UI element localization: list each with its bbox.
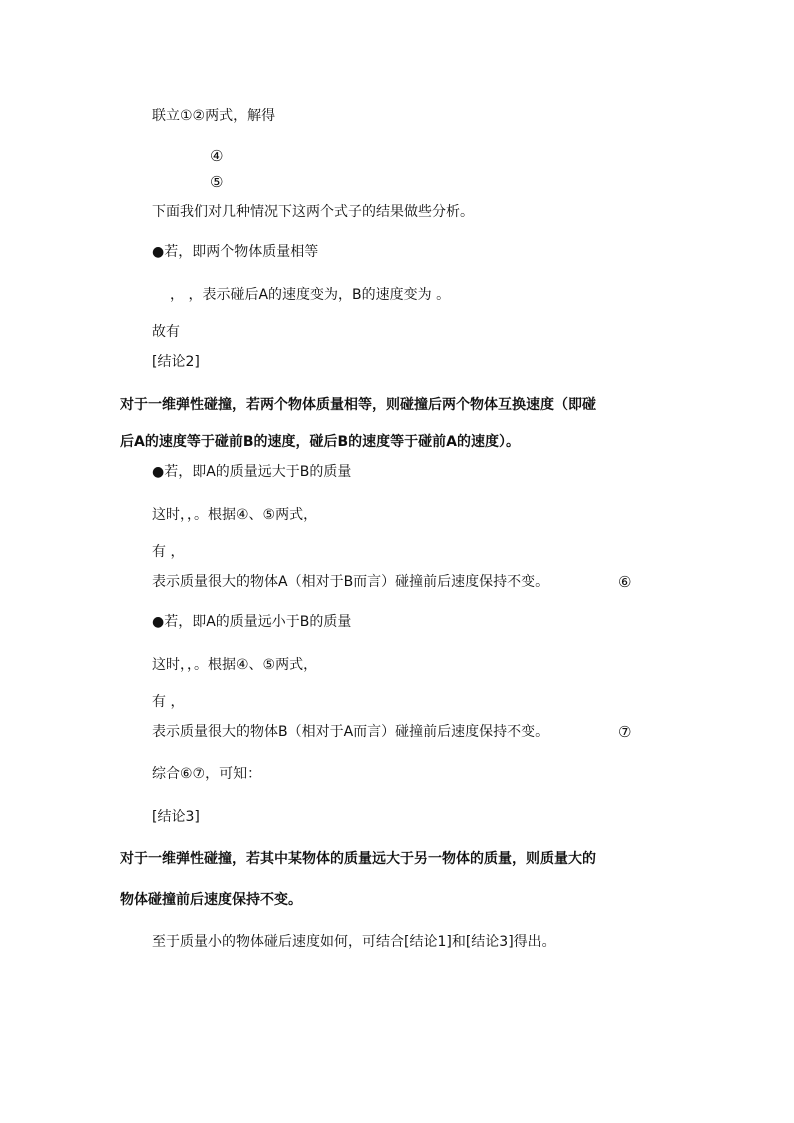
conclusion-3-text-line-2: 物体碰撞前后速度保持不变。	[120, 892, 302, 908]
therefore-line: 故有	[152, 324, 180, 340]
conclusion-3-heading: [结论3]	[152, 809, 200, 825]
case-a-condition-line: 这时，，。根据④、⑤两式，	[152, 507, 318, 523]
equation-number-4: ④	[210, 147, 224, 165]
case-a-much-larger: ●若，即A的质量远大于B的质量	[152, 464, 352, 480]
combine-conclusion-line: 综合⑥⑦，可知：	[152, 766, 262, 782]
conclusion-3-text-line-1: 对于一维弹性碰撞，若其中某物体的质量远大于另一物体的质量，则质量大的	[120, 851, 596, 867]
case-b-explanation: 表示质量很大的物体B（相对于A而言）碰撞前后速度保持不变。	[152, 724, 550, 740]
case-b-condition-line: 这时，，。根据④、⑤两式，	[152, 657, 318, 673]
equal-mass-result: ， ，表示碰后A的速度变为，B的速度变为 。	[170, 287, 451, 303]
case-a-result-line: 有 ，	[152, 544, 185, 560]
conclusion-2-text-line-2: 后A的速度等于碰前B的速度，碰后B的速度等于碰前A的速度）。	[120, 434, 521, 450]
conclusion-2-heading: [结论2]	[152, 354, 200, 370]
case-b-result-line: 有 ，	[152, 694, 185, 710]
final-note: 至于质量小的物体碰后速度如何，可结合[结论1]和[结论3]得出。	[152, 934, 556, 950]
conclusion-2-text-line-1: 对于一维弹性碰撞，若两个物体质量相等，则碰撞后两个物体互换速度（即碰	[120, 397, 596, 413]
equation-number-5: ⑤	[210, 173, 224, 191]
equation-number-7: ⑦	[618, 723, 632, 741]
case-a-explanation: 表示质量很大的物体A（相对于B而言）碰撞前后速度保持不变。	[152, 574, 550, 590]
analysis-intro: 下面我们对几种情况下这两个式子的结果做些分析。	[152, 204, 474, 220]
equation-number-6: ⑥	[618, 573, 632, 591]
case-a-much-smaller: ●若，即A的质量远小于B的质量	[152, 614, 352, 630]
case-equal-mass: ●若，即两个物体质量相等	[152, 244, 319, 260]
solve-equations-line: 联立①②两式，解得	[152, 108, 276, 124]
